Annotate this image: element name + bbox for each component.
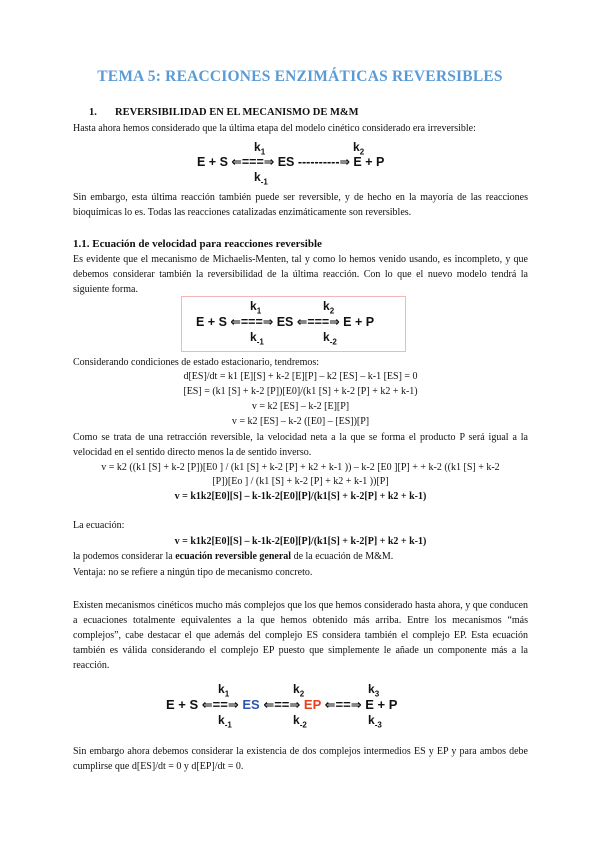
page-title: TEMA 5: REACCIONES ENZIMÁTICAS REVERSIBLES (97, 68, 503, 85)
equation-bold: v = k1k2[E0][S] – k-1k-2[E0][P]/(k1[S] + k-2[P] + k2 + k-1) (174, 536, 427, 547)
paragraph-net-velocity: Como se trata de una retracción reversible, la velocidad neta a la que se forma el producto P será igual a la velocidad en el sentido directo menos la de sentido inverso. (73, 432, 528, 458)
equation-line: [P])[Eo ] / (k1 [S] + k-2 [P] + k2 + k-1 ))[P] (212, 476, 389, 487)
rate-constant-k-1: $k_{-1}$ (254, 170, 268, 187)
equation-line: v = k2 [ES] – k-2 [E][P] (251, 401, 350, 412)
rate-constant-k-2: $k_{-2}$ (293, 713, 307, 730)
rate-constant-k1: $k_1$ (250, 299, 262, 316)
paragraph-intro: Hasta ahora hemos considerado que la última etapa del modelo cinético considerado era irreversible: (73, 123, 476, 134)
section-number: 1. (89, 107, 97, 118)
paragraph-mm-incomplete: Es evidente que el mecanismo de Michaelis-Menten, tal y como lo hemos venido usando, es incompleto, y que debemos considerar también la reversibilidad de la última reacción. Con lo que el nuevo modelo tendrá la siguiente forma. (73, 254, 528, 295)
rate-constant-k2: $k_2$ (353, 140, 365, 157)
rate-constant-k2: $k_2$ (293, 682, 305, 699)
paragraph-complex-mechanisms: Existen mecanismos cinéticos mucho más complejos que los que hemos considerado hasta ahora, y que conducen a ecuaciones totalmente equivalentes a la que hemos obtenido más arriba. Entre los mecanismos “más complejos”, cabe destacar el que además del complejo ES considera también el complejo EP. Esta ecuación también es válida considerando el complejo EP puesto que simplemente le añade un componente más a la reacción. (73, 600, 528, 671)
es-complex: ES (242, 697, 260, 712)
rate-constant-k1: $k_1$ (218, 682, 230, 699)
rate-constant-k2: $k_2$ (323, 299, 335, 316)
section-heading-1-1: 1.1. Ecuación de velocidad para reacciones reversible (73, 238, 322, 250)
equation-line: [ES] = (k1 [S] + k-2 [P])[E0]/(k1 [S] + k-2 [P] + k2 + k-1) (183, 386, 418, 397)
paragraph-steady-state: Considerando condiciones de estado estacionario, tendremos: (73, 357, 320, 368)
rate-constant-k-2: $k_{-2}$ (323, 330, 337, 347)
paragraph-ventaja: Ventaja: no se refiere a ningún tipo de mecanismo concreto. (73, 567, 313, 578)
equation-line: d[ES]/dt = k1 [E][S] + k-2 [E][P] – k2 [ES] – k-1 [ES] = 0 (183, 371, 418, 382)
reaction-equation-3: E + S ⇐==⇒ ES ⇐==⇒ EP ⇐==⇒ E + P (166, 697, 398, 712)
rate-constant-k1: $k_1$ (254, 140, 266, 157)
paragraph-intermediates: Sin embargo ahora debemos considerar la existencia de dos complejos intermedios ES y EP y para ambos debe cumplirse que d[ES]/dt = 0 y d[EP]/dt = 0. (73, 746, 528, 772)
rate-constant-k-1: $k_{-1}$ (218, 713, 232, 730)
paragraph-reversible: Sin embargo, esta última reacción también puede ser reversible, y de hecho en la mayoría de las reacciones bioquímicas lo es. Todas las reacciones catalizadas enzimáticamente son reversibles. (73, 192, 528, 218)
reaction-equation-2: E + S ⇐===⇒ ES ⇐===⇒ E + P (196, 315, 375, 329)
rate-constant-k3: $k_3$ (368, 682, 380, 699)
equation-bold: v = k1k2[E0][S] – k-1k-2[E0][P]/(k1[S] + k-2[P] + k2 + k-1) (174, 491, 427, 502)
rate-constant-k-1: $k_{-1}$ (250, 330, 264, 347)
section-heading-1 (89, 107, 359, 118)
equation-line: v = k2 [ES] – k-2 ([E0] – [ES])[P] (231, 416, 370, 427)
section-title: REVERSIBILIDAD EN EL MECANISMO DE M&M (115, 107, 359, 118)
rate-constant-k-3: $k_{-3}$ (368, 713, 382, 730)
paragraph-la-ecuacion: La ecuación: (73, 520, 125, 531)
paragraph-general-equation: la podemos considerar la ecuación reversible general de la ecuación de M&M. (73, 551, 394, 562)
ep-complex: EP (303, 697, 322, 712)
reaction-equation-1: E + S ⇐===⇒ ES ----------⇒ E + P (197, 155, 385, 169)
equation-line: v = k2 ((k1 [S] + k-2 [P])[E0 ] / (k1 [S] + k-2 [P] + k2 + k-1 )) – k-2 [E0 ][P] + + k-2 ((k1 [S] + k-2 (101, 462, 500, 473)
